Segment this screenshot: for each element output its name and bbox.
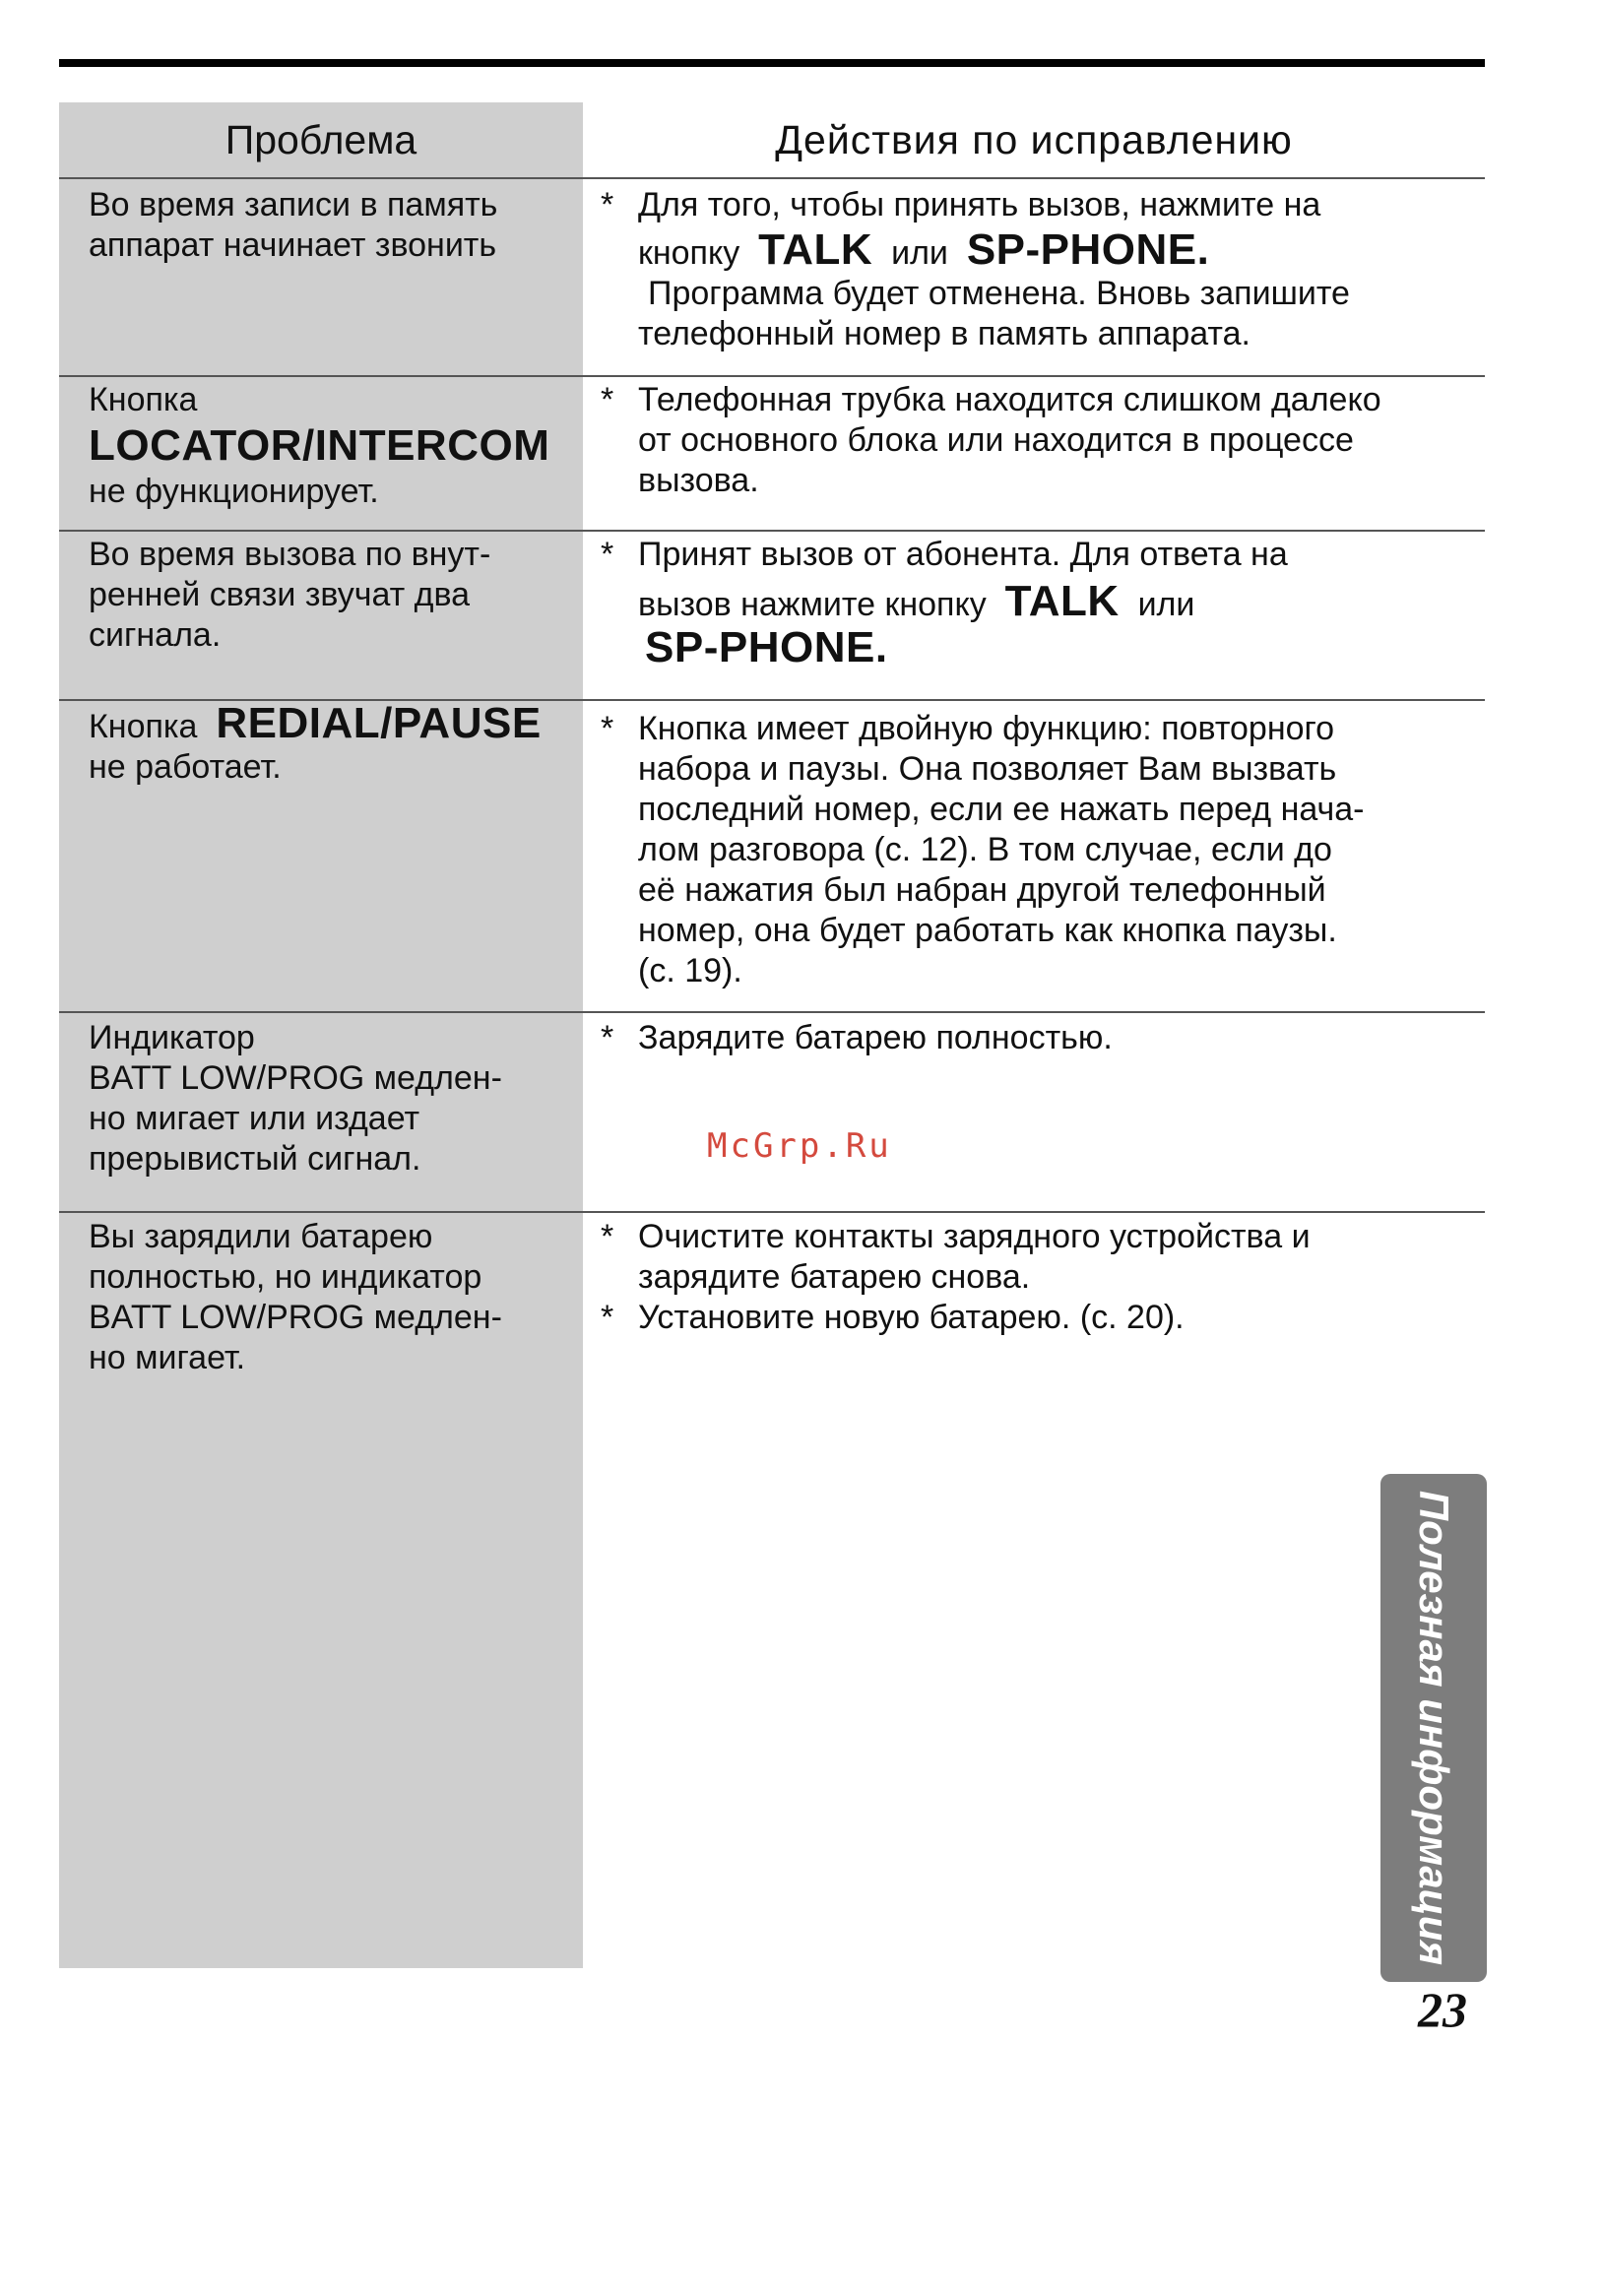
section-side-tab-label: Полезная информация [1411, 1490, 1457, 1966]
action-cell-6: * Очистите контакты зарядного устройства и зарядите батарею снова. * Установите новую батарею. (с. 20). [601, 1218, 1311, 1336]
locator-intercom-key-label: LOCATOR/INTERCOM [89, 421, 550, 470]
top-rule [59, 59, 1485, 67]
talk-key-label: TALK [1004, 577, 1120, 625]
row-divider [59, 375, 1485, 377]
problem-cell-4: Кнопка REDIAL/PAUSE не работает. [89, 699, 542, 786]
bullet: * [601, 381, 614, 418]
problem-cell-3: Во время вызова по внут- ренней связи звучат два сигнала. [89, 536, 491, 654]
talk-key-label: TALK [758, 225, 873, 274]
bullet: * [601, 1019, 614, 1056]
watermark-text: McGrp.Ru [707, 1126, 892, 1166]
bullet: * [601, 536, 614, 573]
action-cell-4: * Кнопка имеет двойную функцию: повторного набора и паузы. Она позволяет Вам вызвать последний номер, если ее нажать перед нача- лом разговора (с. 12). В том случае, если до её нажатия был набран другой телефонный номер, она будет работать как кнопка паузы. (с. 19). [601, 710, 1365, 989]
sp-phone-key-label: SP-PHONE. [966, 225, 1210, 274]
section-side-tab [1380, 1474, 1487, 1982]
row-divider [59, 177, 1485, 179]
header-actions: Действия по исправлению [775, 116, 1293, 162]
action-cell-1: * Для того, чтобы принять вызов, нажмите на кнопку TALK или SP-PHONE. Программа будет отменена. Вновь запишите телефонный номер в память аппарата. [601, 186, 1350, 352]
action-cell-3: * Принят вызов от абонента. Для ответа на вызов нажмите кнопку TALK или SP-PHONE. [601, 535, 1477, 668]
bullet: * [601, 710, 614, 747]
row-divider [59, 530, 1485, 532]
bullet: * [601, 186, 614, 223]
row-divider [59, 1211, 1485, 1213]
header-problem: Проблема [224, 116, 417, 162]
row-divider [59, 1011, 1485, 1013]
bullet: * [601, 1218, 614, 1255]
problem-cell-5: Индикатор BATT LOW/PROG медлен- но мигает или издает прерывистый сигнал. [89, 1019, 502, 1178]
problem-cell-2: Кнопка LOCATOR/INTERCOM не функционирует. [89, 380, 577, 512]
problem-cell-6: Вы зарядили батарею полностью, но индикатор BATT LOW/PROG медлен- но мигает. [89, 1218, 502, 1376]
action-cell-2: * Телефонная трубка находится слишком далеко от основного блока или находится в процессе вызова. [601, 381, 1381, 499]
sp-phone-key-label: SP-PHONE. [645, 623, 888, 671]
problem-cell-1: Во время записи в память аппарат начинает звонить [89, 186, 498, 264]
action-cell-5: * Зарядите батарею полностью. [601, 1019, 1113, 1056]
redial-pause-key-label: REDIAL/PAUSE [216, 699, 542, 747]
bullet: * [601, 1299, 614, 1336]
page-number: 23 [1418, 1982, 1467, 2037]
